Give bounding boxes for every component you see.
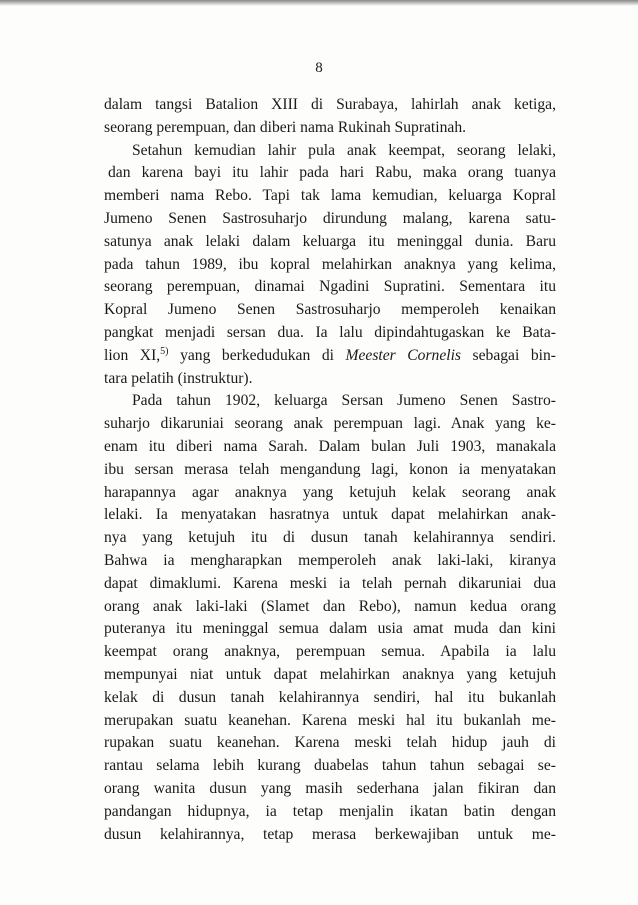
text-line: suharjo dikaruniai seorang anak perempuan lagi. Anak yang ke-	[104, 415, 556, 433]
text-line: pada tahun 1989, ibu kopral melahirkan anaknya yang kelima,	[104, 255, 556, 273]
text-line: dalam tangsi Batalion XIII di Surabaya, lahirlah anak ketiga,	[104, 96, 556, 113]
text-line: harapannya agar anaknya yang ketujuh kelak seorang anak	[104, 483, 556, 501]
text-line: mempunyai niat untuk dapat melahirkan anaknya yang ketujuh	[104, 665, 556, 683]
text-line: enam itu diberi nama Sarah. Dalam bulan Juli 1903, manakala	[104, 437, 556, 455]
text-line: pangkat menjadi sersan dua. Ia lalu dipindahtugaskan ke Bata-	[104, 323, 556, 341]
text-line: rantau selama lebih kurang duabelas tahun tahun sebagai se-	[104, 757, 556, 775]
text-line: seorang perempuan, dan diberi nama Rukinah Supratinah.	[104, 118, 467, 136]
text-line: Jumeno Senen Sastrosuharjo dirundung malang, karena satu-	[104, 209, 556, 227]
text-line: merupakan suatu keanehan. Karena meski hal itu bukanlah me-	[104, 711, 556, 729]
text-fragment: yang berkedudukan di	[168, 346, 346, 364]
text-line: keempat orang anaknya, perempuan semua. Apabila ia lalu	[104, 643, 556, 661]
text-line: lelaki. Ia menyatakan hasratnya untuk dapat melahirkan anak-	[104, 506, 556, 524]
text-line: pandangan hidupnya, ia tetap menjalin ikatan batin dengan	[104, 802, 556, 820]
text-line: satunya anak lelaki dalam keluarga itu meninggal dunia. Baru	[104, 232, 556, 250]
text-line: orang anak laki-laki (Slamet dan Rebo), namun kedua orang	[104, 597, 556, 615]
body-text	[104, 94, 556, 846]
text-line: tara pelatih (instruktur).	[104, 369, 253, 387]
text-line: Setahun kemudian lahir pula anak keempat, seorang lelaki,	[132, 141, 556, 159]
scan-edge-shadow	[0, 0, 638, 6]
text-line: memberi nama Rebo. Tapi tak lama kemudian, keluarga Kopral	[104, 187, 556, 205]
text-line: seorang perempuan, dinamai Ngadini Supratini. Sementara itu	[104, 278, 556, 296]
text-line: dan karena bayi itu lahir pada hari Rabu, maka orang tuanya	[108, 164, 556, 182]
text-fragment: sebagai bin-	[461, 346, 556, 364]
text-line: Pada tahun 1902, keluarga Sersan Jumeno Senen Sastro-	[132, 392, 556, 410]
text-line: Kopral Jumeno Senen Sastrosuharjo memperoleh kenaikan	[104, 301, 556, 319]
text-fragment: lion XI,	[104, 346, 161, 364]
text-line: puteranya itu meninggal semua dalam usia amat muda dan kini	[104, 620, 556, 638]
text-line-with-footnote	[104, 345, 556, 368]
text-line: ibu sersan merasa telah mengandung lagi, konon ia menyatakan	[104, 460, 556, 478]
text-line: rupakan suatu keanehan. Karena meski telah hidup jauh di	[104, 734, 556, 752]
italic-place-name: Meester Cornelis	[345, 346, 461, 364]
text-line: kelak di dusun tanah kelahirannya sendiri, hal itu bukanlah	[104, 688, 556, 706]
text-line: Bahwa ia mengharapkan memperoleh anak laki-laki, kiranya	[104, 551, 556, 569]
page-number: 8	[315, 60, 323, 76]
footnote-marker: 5)	[160, 345, 169, 357]
text-line: dapat dimaklumi. Karena meski ia telah pernah dikaruniai dua	[104, 574, 556, 592]
text-line: dusun kelahirannya, tetap merasa berkewajiban untuk me-	[104, 825, 556, 843]
text-line: orang wanita dusun yang masih sederhana jalan fikiran dan	[104, 779, 556, 797]
text-line: nya yang ketujuh itu di dusun tanah kelahirannya sendiri.	[104, 529, 556, 547]
